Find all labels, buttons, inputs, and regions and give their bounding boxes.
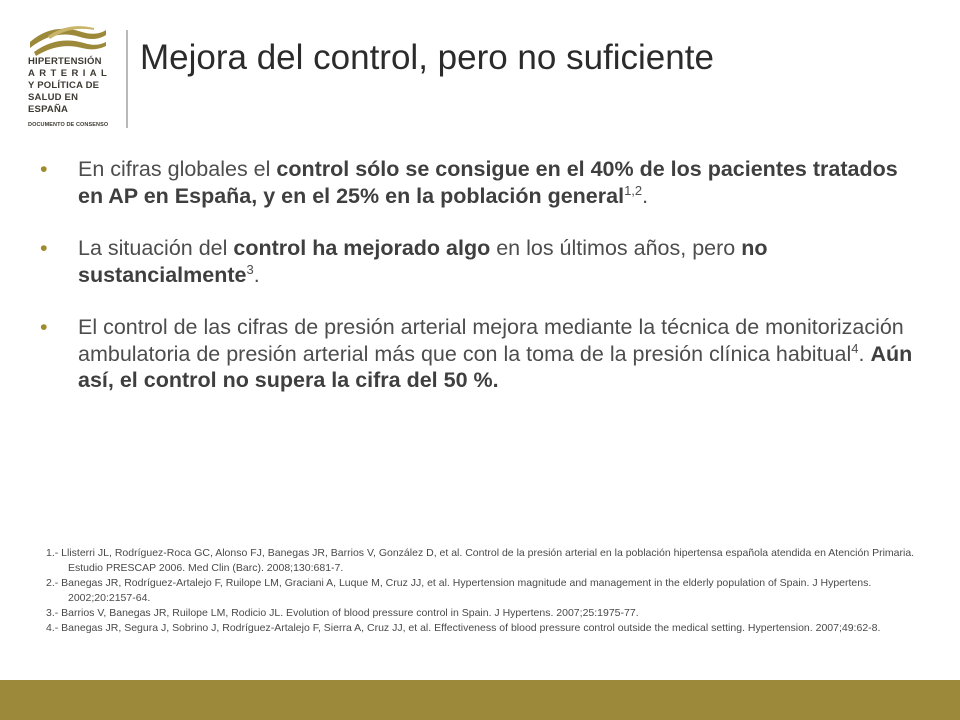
emphasis-text: no sustancialmente: [78, 236, 768, 287]
bullet-text: En cifras globales el: [78, 157, 277, 181]
reference-list: [46, 546, 926, 636]
reference-item: 3.- Barrios V, Banegas JR, Ruilope LM, Rodicio JL. Evolution of blood pressure control in Spain. J Hypertens. 2007;25:1975-77.: [46, 607, 639, 619]
bullet-text: La situación del: [78, 236, 234, 260]
logo-line: Y POLÍTICA DE: [28, 80, 100, 91]
citation-superscript: 1,2: [624, 182, 643, 198]
logo-line: SALUD EN ESPAÑA: [28, 92, 79, 115]
logo-text: [28, 56, 118, 131]
reference-item: 1.- Llisterri JL, Rodríguez-Roca GC, Alonso FJ, Banegas JR, Barrios V, González D, et al. Control de la presión arterial en la población hipertensa española atendida en Atención Primaria. Estudio PRESCAP 2006. Med Clin (Barc). 2008;130:681-7.: [46, 547, 915, 574]
bullet-text: en los últimos años, pero: [490, 236, 742, 260]
emphasis-text: control ha mejorado algo: [233, 236, 491, 260]
bottom-bar: [0, 680, 960, 720]
logo-subtitle: DOCUMENTO DE CONSENSO: [28, 122, 109, 128]
bullet-marker: •: [40, 157, 48, 181]
bullet-item: [40, 235, 920, 288]
bullet-text: El control de las cifras de presión arterial mejora mediante la técnica de monitorización ambulatoria de presión arterial más que con la toma de la presión clínica habitual: [78, 315, 904, 366]
bullet-list: [40, 156, 920, 394]
logo-waves-icon: [28, 22, 108, 56]
emphasis-text: control sólo se consigue en el 40% de los pacientes tratados en AP en España, y en el 25% en la población general: [78, 157, 898, 208]
bullet-marker: •: [40, 236, 48, 260]
logo: [28, 22, 118, 132]
bullet-item: [40, 314, 920, 394]
logo-divider: [126, 30, 128, 128]
logo-line: ARTERIAL: [28, 68, 112, 79]
citation-superscript: 3: [246, 261, 254, 277]
slide-title: Mejora del control, pero no suficiente: [140, 38, 714, 77]
bullet-item: [40, 156, 920, 209]
logo-line: HIPERTENSIÓN: [28, 56, 102, 67]
reference-item: 4.- Banegas JR, Segura J, Sobrino J, Rodríguez-Artalejo F, Sierra A, Cruz JJ, et al. Effectiveness of blood pressure control outside the medical setting. Hypertension. 2007;49:62-8.: [46, 622, 881, 634]
citation-superscript: 4: [851, 340, 859, 356]
bullet-text: .: [253, 262, 260, 287]
bullet-text: .: [642, 183, 649, 208]
emphasis-text: Aún así, el control no supera la cifra del 50 %.: [78, 341, 913, 392]
bullet-marker: •: [40, 315, 48, 339]
reference-item: 2.- Banegas JR, Rodríguez-Artalejo F, Ruilope LM, Graciani A, Luque M, Cruz JJ, et al. Hypertension magnitude and management in the elderly population of Spain. J Hypertens. 2002;20:2157-64.: [46, 577, 872, 604]
bullet-text: .: [858, 341, 871, 366]
